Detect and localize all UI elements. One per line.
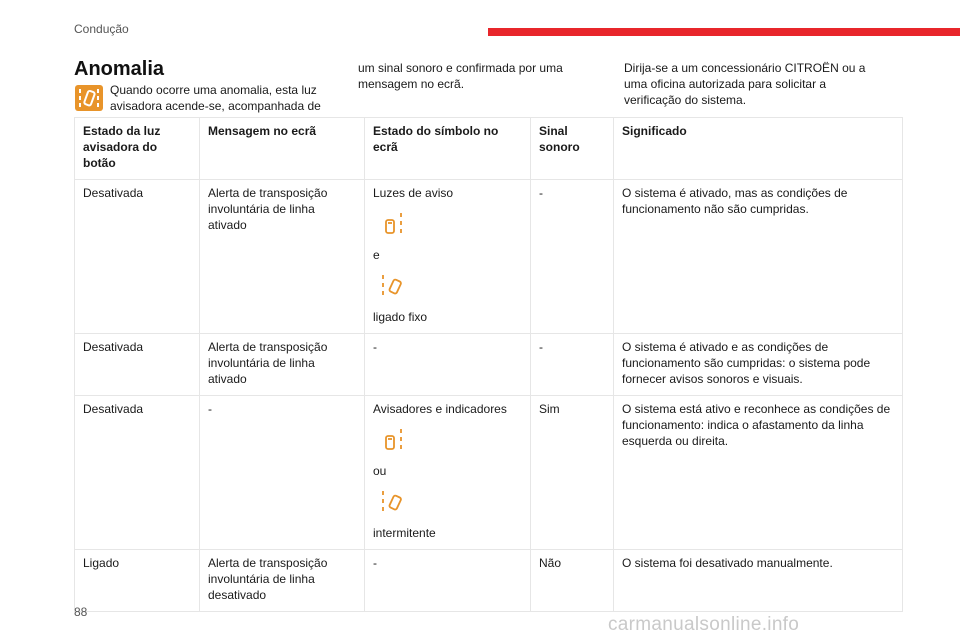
cell-message: - [200,396,365,550]
cell-meaning: O sistema está ativo e reconhece as condições de funcionamento: indica o afastamento da linha esquerda ou direita. [614,396,903,550]
symbol-text: Avisadores e indicadores [373,402,507,416]
header-meaning: Significado [614,118,903,180]
symbol-text: ligado fixo [373,310,428,324]
table-row [75,180,903,334]
cell-sound: - [531,180,614,334]
cell-symbol: - [365,550,531,612]
header-sound: Sinal sonoro [531,118,614,180]
intro-paragraph-3: Dirija-se a um concessionário CITROËN ou a uma oficina autorizada para solicitar a verificação do sistema. [624,61,866,107]
cell-symbol [365,396,531,550]
cell-symbol [365,180,531,334]
cell-state: Desativada [75,180,200,334]
header-symbol-state: Estado do símbolo no ecrã [365,118,531,180]
header-light-state: Estado da luz avisadora do botão [75,118,200,180]
table-header-row [75,118,903,180]
header-message: Mensagem no ecrã [200,118,365,180]
warning-status-table [74,117,903,612]
lane-car-icon [379,489,405,515]
cell-symbol: - [365,334,531,396]
table-row [75,334,903,396]
cell-state: Desativada [75,334,200,396]
chapter-accent-bar [488,28,960,36]
table-row [75,396,903,550]
intro-paragraph-1: Quando ocorre uma anomalia, esta luz avisadora acende-se, acompanhada de [110,83,321,113]
page-number: 88 [74,605,88,619]
cell-message: Alerta de transposição involuntária de linha desativado [200,550,365,612]
cell-message: Alerta de transposição involuntária de linha ativado [200,180,365,334]
cell-state: Ligado [75,550,200,612]
chapter-title: Condução [74,22,129,36]
intro-paragraph-2: um sinal sonoro e confirmada por uma mensagem no ecrã. [358,61,563,91]
cell-meaning: O sistema foi desativado manualmente. [614,550,903,612]
cell-message: Alerta de transposição involuntária de linha ativado [200,334,365,396]
lane-car-icon [379,211,405,237]
cell-state: Desativada [75,396,200,550]
symbol-text: ou [373,464,387,478]
watermark: carmanualsonline.info [608,614,800,635]
cell-sound: Não [531,550,614,612]
table-row [75,550,903,612]
cell-meaning: O sistema é ativado e as condições de funcionamento são cumpridas: o sistema pode fornecer avisos sonoros e visuais. [614,334,903,396]
section-title: Anomalia [74,58,165,80]
lane-departure-warning-icon [74,84,104,112]
symbol-text: Luzes de aviso [373,186,454,200]
lane-car-icon [379,427,405,453]
symbol-text: e [373,248,380,262]
symbol-text: intermitente [373,526,436,540]
lane-car-icon [379,273,405,299]
cell-sound: - [531,334,614,396]
cell-sound: Sim [531,396,614,550]
cell-meaning: O sistema é ativado, mas as condições de funcionamento não são cumpridas. [614,180,903,334]
